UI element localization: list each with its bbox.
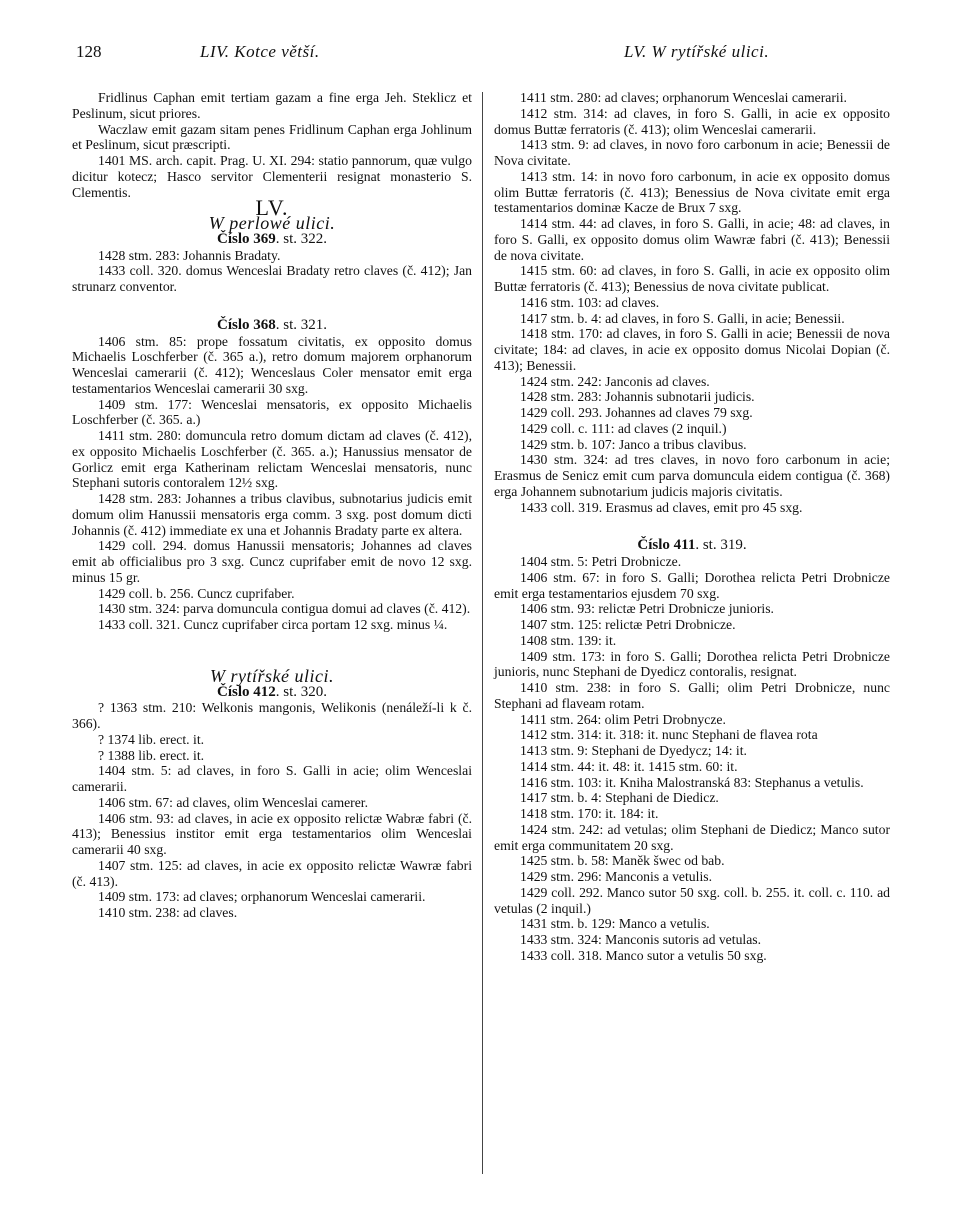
entry-paragraph: 1411 stm. 264: olim Petri Drobnycze. — [520, 711, 726, 727]
intro-entries — [72, 90, 472, 200]
house-369-entries — [72, 248, 472, 295]
street-heading-rytirska: W rytířské ulici. — [210, 665, 334, 686]
left-column — [72, 90, 472, 921]
entry-paragraph: 1409 stm. 177: Wenceslai mensatoris, ex opposito Michaelis Loschferber (č. 365. a.) — [72, 396, 472, 428]
entry-paragraph: 1416 stm. 103: ad claves. — [520, 294, 660, 310]
entry-paragraph: 1409 stm. 173: ad claves; orphanorum Wenceslai camerarii. — [98, 889, 426, 905]
entry-paragraph: 1410 stm. 238: ad claves. — [98, 905, 238, 920]
entry-paragraph: Fridlinus Caphan emit tertiam gazam a fine erga Jeh. Steklicz et Peslinum, sicut priores. — [72, 90, 472, 121]
running-head-right: LV. W rytířské ulici. — [624, 42, 770, 61]
entry-paragraph: 1407 stm. 125: relictæ Petri Drobnicze. — [520, 617, 736, 632]
entry-paragraph: 1412 stm. 314: ad claves, in foro S. Galli, in acie ex opposito domus Buttæ ferratoris (č. 413); olim Wenceslai camerarii. — [494, 105, 890, 137]
entry-paragraph: 1429 coll. b. 256. Cuncz cuprifaber. — [98, 585, 295, 601]
entry-paragraph: 1424 stm. 242: Janconis ad claves. — [520, 373, 710, 389]
entry-paragraph: Waczlaw emit gazam sitam penes Fridlinum Caphan erga Johlinum et Peslinum, sicut præscripti. — [72, 121, 472, 153]
entry-paragraph: 1408 stm. 139: it. — [520, 632, 617, 648]
house-411-entries — [494, 554, 890, 964]
entry-paragraph: 1413 stm. 14: in novo foro carbonum, in acie ex opposito domus olim Buttæ ferratoris (č. 413); Benessius de Nova civitate emit erga testamentarios dominæ Kacze de Brux 7 sxg. — [494, 168, 890, 216]
entry-paragraph: 1429 coll. 292. Manco sutor 50 sxg. coll. b. 255. it. coll. c. 110. ad vetulas (2 inquil.) — [494, 884, 890, 916]
entry-paragraph: 1410 stm. 238: in foro S. Galli; olim Petri Drobnicze, nunc Stephani ad flaveam rotam. — [494, 680, 890, 711]
street-heading-perlowa: W perlowé ulici. — [208, 213, 336, 233]
entry-paragraph: 1414 stm. 44: ad claves, in foro S. Galli, in acie; 48: ad claves, in foro S. Galli, ex opposito domus olim Wawræ fabri (č. 413); Benessii de nova civitate. — [494, 216, 890, 263]
entry-paragraph: 1428 stm. 283: Johannes a tribus clavibus, subnotarius judicis emit domum olim Hanussii mensatoris erga comm. 3 sxg. post domum dicti Johannis (č. 412) immediate ex una et Johannis Bradaty parte ex altera. — [72, 491, 472, 538]
entry-paragraph: 1428 stm. 283: Johannis Bradaty. — [98, 247, 281, 263]
entry-paragraph: 1413 stm. 9: Stephani de Dyedycz; 14: it. — [520, 743, 747, 758]
entry-paragraph: 1406 stm. 93: ad claves, in acie ex opposito relictæ Wabræ fabri (č. 413); Benessius institor emit erga testamentarios olim Wenceslai camerarii 40 sxg. — [72, 810, 472, 857]
entry-paragraph: 1424 stm. 242: ad vetulas; olim Stephani de Diedicz; Manco sutor emit erga communitatem 20 sxg. — [494, 821, 890, 853]
entry-paragraph: 1429 coll. c. 111: ad claves (2 inquil.) — [520, 420, 727, 436]
entry-paragraph: 1401 MS. arch. capit. Prag. U. XI. 294: statio pannorum, quæ vulgo dicitur kotecz; Hasco servitor Clementerii resignat monasterio S. Clementis. — [72, 153, 472, 200]
entry-paragraph: 1431 stm. b. 129: Manco a vetulis. — [520, 916, 710, 932]
house-st-label: . st. 321. — [275, 316, 328, 333]
house-number-label: Číslo 412 — [216, 683, 276, 700]
entry-paragraph: 1407 stm. 125: ad claves, in acie ex opposito relictæ Wawræ fabri (č. 413). — [72, 857, 472, 889]
entry-paragraph: 1429 coll. 294. domus Hanussii mensatoris; Johannes ad claves emit ab officialibus pro 3 sxg. Cuncz cuprifaber emit de novo 12 sxg. minus 15 gr. — [72, 538, 472, 585]
column-divider — [482, 92, 483, 1174]
entry-paragraph: 1417 stm. b. 4: Stephani de Diedicz. — [520, 790, 719, 806]
entry-paragraph: 1406 stm. 67: ad claves, olim Wenceslai camerer. — [98, 794, 369, 810]
entry-paragraph: 1429 stm. 296: Manconis a vetulis. — [520, 869, 712, 884]
entry-paragraph: 1425 stm. b. 58: Maněk šwec od bab. — [520, 853, 725, 869]
house-412-entries — [72, 700, 472, 921]
right-column — [494, 90, 890, 964]
entry-paragraph: 1433 coll. 318. Manco sutor a vetulis 50 sxg. — [520, 947, 767, 963]
entry-paragraph: ? 1363 stm. 210: Welkonis mangonis, Welikonis (nenáleží-li k č. 366). — [72, 700, 472, 731]
house-st-label: . st. 319. — [695, 537, 747, 554]
entry-paragraph: 1430 stm. 324: parva domuncula contigua domui ad claves (č. 412). — [98, 601, 471, 617]
entry-paragraph: 1418 stm. 170: ad claves, in foro S. Galli in acie; Benessii de nova civitate; 184: ad claves, in acie ex opposito domus Nicolai Dopian (č. 413); Benessii. — [494, 326, 890, 373]
entry-paragraph: 1429 coll. 293. Johannes ad claves 79 sxg. — [520, 405, 753, 420]
entry-paragraph: 1418 stm. 170: it. 184: it. — [520, 806, 659, 821]
house-368-entries — [72, 334, 472, 633]
running-head-left: LIV. Kotce větší. — [200, 42, 320, 61]
entry-paragraph: 1413 stm. 9: ad claves, in novo foro carbonum in acie; Benessii de Nova civitate. — [494, 137, 890, 168]
house-412-entries-continued — [494, 90, 890, 515]
entry-paragraph: ? 1388 lib. erect. it. — [98, 747, 205, 763]
entry-paragraph: 1433 coll. 320. domus Wenceslai Bradaty retro claves (č. 412); Jan strunarz conventor. — [72, 263, 472, 294]
entry-paragraph: 1415 stm. 60: ad claves, in foro S. Galli, in acie ex opposito olim Buttæ ferratoris (č. 413); Benessius de nova civitate publicat. — [494, 263, 890, 294]
entry-paragraph: 1406 stm. 93: relictæ Petri Drobnicze junioris. — [520, 601, 774, 617]
entry-paragraph: 1406 stm. 67: in foro S. Galli; Dorothea relicta Petri Drobnicze emit erga testamentarios ejusdem 70 sxg. — [494, 569, 890, 601]
entry-paragraph: 1404 stm. 5: Petri Drobnicze. — [520, 554, 682, 569]
entry-paragraph: 1404 stm. 5: ad claves, in foro S. Galli in acie; olim Wenceslai camerarii. — [72, 763, 472, 794]
house-number-heading-411 — [494, 538, 890, 554]
house-number-heading-412 — [72, 685, 472, 701]
house-number-heading-368 — [72, 318, 472, 334]
house-number-label: Číslo 411 — [637, 537, 696, 554]
entry-paragraph: 1411 stm. 280: ad claves; orphanorum Wenceslai camerarii. — [520, 90, 847, 105]
house-number-heading-369 — [72, 232, 472, 248]
entry-paragraph: 1433 stm. 324: Manconis sutoris ad vetulas. — [520, 932, 762, 947]
entry-paragraph: 1433 coll. 319. Erasmus ad claves, emit pro 45 sxg. — [520, 499, 803, 515]
house-st-label: . st. 320. — [275, 683, 328, 700]
page-header — [76, 42, 888, 66]
entry-paragraph: 1409 stm. 173: in foro S. Galli; Dorothea relicta Petri Drobnicze junioris, nunc Stephani de Dyedicz contoralis, resignat. — [494, 648, 890, 680]
entry-paragraph: 1406 stm. 85: prope fossatum civitatis, ex opposito domus Michaelis Loschferber (č. 365 a.), retro domum majorem orphanorum Wenceslai camerarii (č. 412); Wenceslaus Coler mensator emit erga testamentarios Wenceslai camerarii 30 sxg. — [72, 333, 472, 396]
house-st-label: . st. 322. — [275, 230, 328, 247]
entry-paragraph: 1429 stm. b. 107: Janco a tribus clavibus. — [520, 436, 747, 452]
entry-paragraph: 1414 stm. 44: it. 48: it. 1415 stm. 60: it. — [520, 758, 738, 774]
entry-paragraph: 1417 stm. b. 4: ad claves, in foro S. Galli, in acie; Benessii. — [520, 310, 845, 326]
section-title: LV. — [255, 195, 289, 221]
entry-paragraph: ? 1374 lib. erect. it. — [98, 731, 205, 747]
entry-paragraph: 1428 stm. 283: Johannis subnotarii judicis. — [520, 389, 755, 405]
entry-paragraph: 1430 stm. 324: ad tres claves, in novo foro carbonum in acie; Erasmus de Senicz emit cum parva domuncula eidem contigua (č. 368) erga Johannem subnotarium judicis majoris civitatis. — [494, 452, 890, 499]
house-number-label: Číslo 369 — [216, 230, 276, 247]
page-number: 128 — [76, 42, 102, 61]
house-number-label: Číslo 368 — [216, 316, 276, 333]
entry-paragraph: 1412 stm. 314: it. 318: it. nunc Stephani de flavea rota — [520, 727, 818, 743]
entry-paragraph: 1411 stm. 280: domuncula retro domum dictam ad claves (č. 412), ex opposito Michaelis Loschferber (č. 365. a.); Hanussius mensator de Gorlicz emit erga Katherinam relictam Wenceslai mensatoris, nunc Stephani sutoris contoralem 12½ sxg. — [72, 428, 472, 491]
entry-paragraph: 1433 coll. 321. Cuncz cuprifaber circa portam 12 sxg. minus ¼. — [98, 617, 448, 632]
entry-paragraph: 1416 stm. 103: it. Kniha Malostranská 83: Stephanus a vetulis. — [520, 774, 864, 790]
